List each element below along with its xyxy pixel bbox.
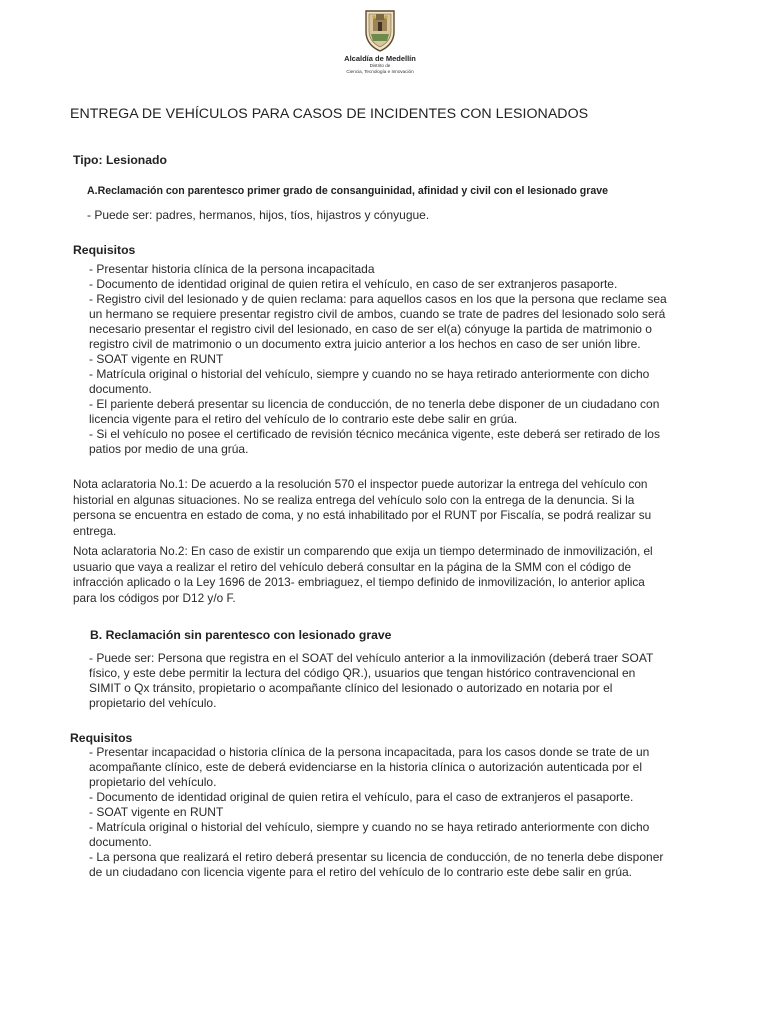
requisito-line: - La persona que realizará el retiro deberá presentar su licencia de conducción, de no tenerla debe disponer — [89, 850, 664, 864]
requisito-line: - Registro civil del lesionado y de quien reclama: para aquellos casos en los que la persona que reclame sea — [89, 292, 667, 306]
nota-2-line: infracción aplicado o la Ley 1696 de 2013- embriaguez, el tiempo definido de inmovilización, lo anterior aplica — [73, 575, 645, 589]
document-title: ENTREGA DE VEHÍCULOS PARA CASOS DE INCIDENTES CON LESIONADOS — [70, 106, 589, 122]
requisito-line: documento. — [89, 835, 152, 849]
section-b-heading: B. Reclamación sin parentesco con lesionado grave — [90, 628, 392, 642]
section-a-requisitos-list — [89, 262, 667, 457]
nota-aclaratoria-2 — [73, 544, 653, 606]
section-b-puede-ser — [89, 651, 653, 711]
requisito-line: - Matrícula original o historial del vehículo, siempre y cuando no se haya retirado anteriormente con dicho — [89, 820, 650, 834]
nota-2-line: usuario que vaya a realizar el retiro del vehículo deberá consultar en la página de la SMM con el código de — [73, 559, 632, 574]
coat-of-arms-icon — [363, 8, 397, 52]
puede-ser-line: SIMIT o Qx tránsito, propietario o acompañante clínico del lesionado o autorizado en notaria por el — [89, 681, 613, 695]
section-a-puede-ser: - Puede ser: padres, hermanos, hijos, tíos, hijastros y cónyugue. — [87, 208, 430, 222]
nota-1-line: historial en algunas situaciones. No se realiza entrega del vehículo solo con la entrega de la denuncia. Si la — [73, 492, 635, 507]
requisito-line: - Matrícula original o historial del vehículo, siempre y cuando no se haya retirado anteriormente con dicho — [89, 367, 650, 381]
requisito-line: - SOAT vigente en RUNT — [89, 805, 224, 819]
tipo-heading: Tipo: Lesionado — [73, 153, 167, 167]
requisito-line: necesario presentar el registro civil del lesionado, en caso de ser el(a) cónyuge la partida de matrimonio o — [89, 322, 652, 336]
requisito-line: licencia vigente para el retiro del vehículo de lo contrario este debe salir en grúa. — [89, 412, 518, 426]
nota-aclaratoria-1 — [73, 477, 651, 539]
puede-ser-line: propietario del vehículo. — [89, 696, 217, 710]
requisito-line: registro civil de matrimonio o un documento extra juicio anterior a los hechos en caso de ser unión libre. — [89, 337, 641, 351]
requisito-line: propietario del vehículo. — [89, 775, 217, 789]
requisito-line: - Presentar historia clínica de la persona incapacitada — [89, 262, 375, 276]
nota-1-line: persona se encuentra en estado de coma, y no está inhabilitado por el RUNT por Fiscalía, se podrá realizar su — [73, 508, 652, 522]
section-b-requisitos-title: Requisitos — [70, 731, 133, 745]
requisito-line: - Si el vehículo no posee el certificado de revisión técnico mecánica vigente, este deberá ser retirado de los — [89, 427, 660, 441]
requisito-line: - SOAT vigente en RUNT — [89, 352, 224, 366]
logo-subtitle-2: Ciencia, Tecnología e Innovación — [346, 69, 414, 74]
requisito-line: patios por medio de una grúa. — [89, 442, 249, 456]
puede-ser-line: físico, y este debe permitir la lectura del código QR.), usuarios que tengan histórico contravencional en — [89, 666, 636, 680]
logo-subtitle-1: Distrito de — [369, 63, 391, 68]
section-b-requisitos-list — [89, 745, 663, 880]
nota-1-line: entrega. — [73, 523, 117, 538]
nota-2-line: Nota aclaratoria No.2: En caso de existir un comparendo que exija un tiempo determinado de inmovilización, el — [73, 544, 653, 558]
requisito-line: acompañante clínico, este de deberá evidenciarse en la historia clínica o autorización autenticada por el — [89, 760, 643, 774]
nota-1-line: Nota aclaratoria No.1: De acuerdo a la resolución 570 el inspector puede autorizar la entrega del vehículo con — [73, 477, 648, 491]
requisito-line: - Documento de identidad original de quien retira el vehículo, en caso de ser extranjeros pasaporte. — [89, 277, 618, 291]
logo-name: Alcaldía de Medellín — [344, 54, 416, 63]
requisito-line: - Documento de identidad original de quien retira el vehículo, para el caso de extranjeros el pasaporte. — [89, 790, 634, 804]
requisito-line: de un ciudadano con licencia vigente para el retiro del vehículo de lo contrario este debe salir en grúa. — [89, 865, 633, 879]
section-a-heading: A.Reclamación con parentesco primer grado de consanguinidad, afinidad y civil con el lesionado grave — [87, 185, 608, 197]
nota-2-line: para los códigos por D12 y/o F. — [73, 590, 236, 605]
requisito-line: documento. — [89, 382, 152, 396]
requisito-line: un hermano se requiere presentar registro civil de ambos, cuando se trate de padres del lesionado solo será — [89, 307, 666, 321]
puede-ser-line: - Puede ser: Persona que registra en el SOAT del vehículo anterior a la inmovilización (deberá traer SOAT — [89, 651, 654, 665]
requisito-line: - Presentar incapacidad o historia clínica de la persona incapacitada, para los casos donde se trate de un — [89, 745, 650, 759]
section-a-requisitos-title: Requisitos — [73, 243, 136, 257]
requisito-line: - El pariente deberá presentar su licencia de conducción, de no tenerla debe disponer de un ciudadano con — [89, 397, 660, 411]
alcaldia-logo — [322, 8, 438, 84]
